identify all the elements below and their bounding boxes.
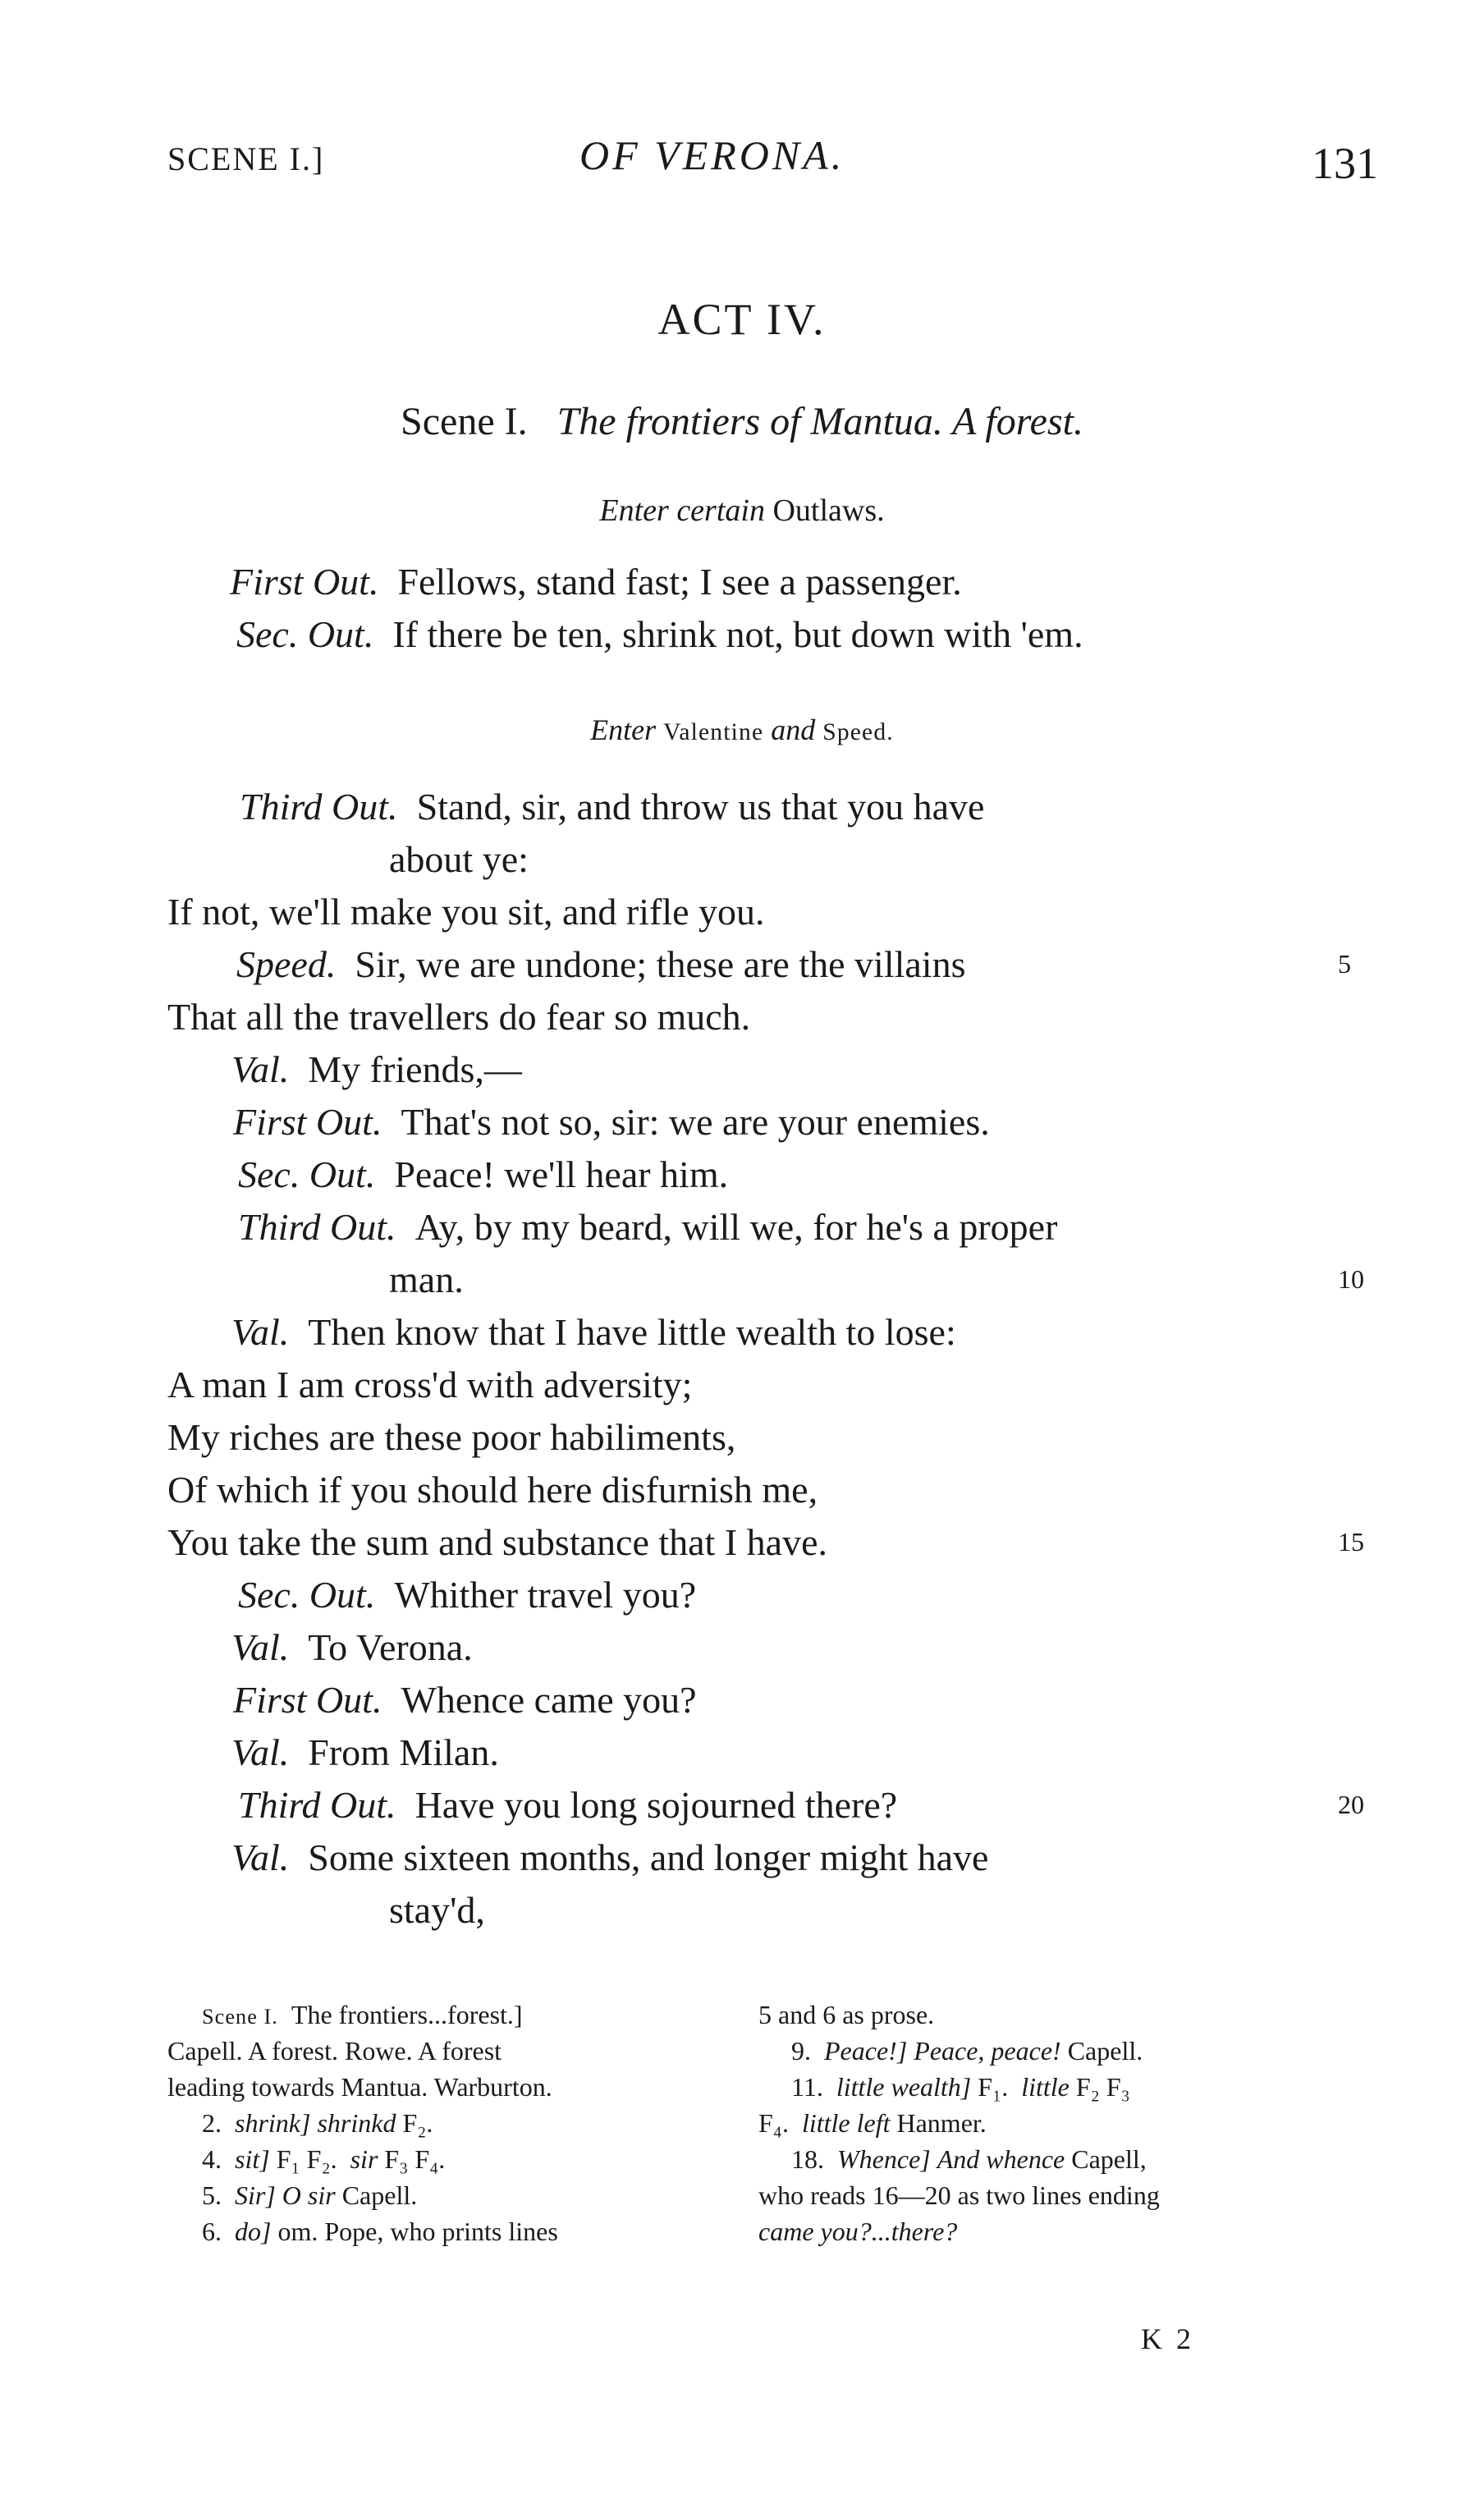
line-text: Whither travel you?	[394, 1574, 697, 1616]
line-text: That's not so, sir: we are your enemies.	[401, 1101, 990, 1143]
fn-text: sir	[350, 2144, 378, 2174]
page-number: 131	[1312, 139, 1378, 188]
footnote-line	[791, 2072, 1130, 2102]
dialogue-line	[167, 1520, 827, 1564]
fn-text: The frontiers...forest.]	[291, 2000, 523, 2029]
line-text: Ay, by my beard, will we, for he's a proper	[415, 1206, 1058, 1248]
footnote-line	[758, 2180, 1160, 2211]
fn-lemma: little wealth]	[836, 2072, 972, 2102]
dialogue-line	[240, 785, 984, 828]
fn-text: Hanmer.	[896, 2108, 987, 2138]
line-text: To Verona.	[308, 1626, 473, 1668]
footnote-line	[167, 2072, 552, 2102]
fn-num: 2.	[202, 2108, 222, 2138]
fn-lemma: sit]	[235, 2144, 270, 2174]
speaker: Val.	[231, 1626, 290, 1668]
line-text: Then know that I have little wealth to lose:	[308, 1311, 956, 1353]
footnote-line	[758, 2217, 957, 2247]
line-text: My friends,—	[308, 1048, 522, 1090]
fn-text: Capell.	[341, 2180, 418, 2210]
fn-lemma: came you?...there?	[758, 2217, 958, 2246]
sd-and: and	[771, 713, 816, 746]
scene-heading	[0, 399, 1484, 444]
line-text: Have you long sojourned there?	[415, 1784, 898, 1826]
fn-text: O sir	[282, 2180, 336, 2210]
fn-text: F₂ F₃	[1075, 2072, 1130, 2102]
line-number: 20	[1338, 1790, 1364, 1819]
footnote-line	[791, 2144, 1147, 2175]
fn-lemma: Whence]	[837, 2144, 931, 2174]
dialogue-line	[167, 995, 750, 1039]
speaker: Speed.	[236, 943, 337, 985]
fn-text: 5 and 6 as prose.	[758, 2000, 935, 2029]
sd-enter: Enter	[590, 713, 657, 746]
dialogue-line	[167, 1468, 818, 1511]
fn-lemma: little left	[801, 2108, 891, 2138]
line-number: 5	[1338, 949, 1351, 979]
line-text: If there be ten, shrink not, but down with 'em.	[392, 613, 1083, 655]
dialogue-line	[233, 1100, 990, 1144]
running-scene-ref: SCENE I.]	[167, 140, 325, 177]
dialogue-line	[231, 1731, 499, 1774]
fn-text: shrinkd	[317, 2108, 396, 2138]
speaker: Sec. Out.	[236, 613, 374, 655]
act-heading: ACT IV.	[657, 295, 827, 344]
dialogue-line	[389, 837, 529, 881]
footnote-line	[202, 2144, 445, 2175]
line-text: Whence came you?	[401, 1679, 697, 1721]
line-text: stay'd,	[389, 1889, 485, 1931]
line-text: about ye:	[389, 838, 529, 880]
footnote-line	[202, 2180, 417, 2211]
sd-who: Valentine	[663, 719, 764, 745]
dialogue-line	[389, 1258, 464, 1301]
fn-num: 11.	[791, 2072, 823, 2102]
fn-text: who reads 16—20 as two lines ending	[758, 2180, 1160, 2210]
dialogue-line	[231, 1310, 956, 1354]
dialogue-line	[238, 1783, 897, 1827]
fn-text: Capell.	[1067, 2036, 1143, 2066]
fn-text: F₄.	[758, 2108, 789, 2138]
speaker: Third Out.	[238, 1784, 396, 1826]
fn-text: And whence	[937, 2144, 1065, 2174]
fn-num: 9.	[791, 2036, 811, 2066]
fn-lemma: Sir]	[235, 2180, 276, 2210]
sd-who: Outlaws.	[772, 493, 885, 528]
fn-text: Capell,	[1071, 2144, 1147, 2174]
line-text: Peace! we'll hear him.	[394, 1153, 729, 1195]
speaker: Sec. Out.	[238, 1574, 376, 1616]
dialogue-line	[236, 942, 965, 986]
dialogue-line	[233, 1678, 697, 1722]
speaker: Third Out.	[238, 1206, 396, 1248]
stage-direction-valentine	[0, 713, 1484, 747]
dialogue-line	[238, 1205, 1057, 1249]
dialogue-line	[389, 1888, 485, 1932]
line-text: From Milan.	[308, 1731, 499, 1773]
line-text: Fellows, stand fast; I see a passenger.	[397, 561, 962, 603]
dialogue-line	[238, 1573, 696, 1616]
dialogue-line	[238, 1153, 728, 1196]
line-number: 15	[1338, 1527, 1364, 1557]
speaker: Val.	[231, 1311, 290, 1353]
speaker: First Out.	[230, 561, 379, 603]
speaker: First Out.	[233, 1101, 382, 1143]
line-text: Of which if you should here disfurnish me,	[167, 1469, 818, 1511]
footnote-line	[758, 2000, 934, 2030]
dialogue-line	[231, 1836, 988, 1879]
line-text: man.	[389, 1259, 464, 1300]
fn-num: 5.	[202, 2180, 222, 2210]
line-text: A man I am cross'd with adversity;	[167, 1364, 693, 1405]
line-text: That all the travellers do fear so much.	[167, 996, 751, 1038]
footnote-line	[758, 2108, 987, 2139]
fn-text: leading towards Mantua. Warburton.	[167, 2072, 552, 2102]
speaker: Val.	[231, 1048, 290, 1090]
fn-text: Capell. A forest. Rowe. A forest	[167, 2036, 502, 2066]
stage-direction-outlaws	[0, 493, 1484, 529]
footnote-line	[202, 2217, 558, 2247]
line-text: My riches are these poor habiliments,	[167, 1416, 736, 1458]
footnote-line	[202, 2108, 433, 2139]
dialogue-line	[167, 890, 765, 933]
fn-num: 18.	[791, 2144, 824, 2174]
running-title: OF VERONA.	[579, 132, 845, 178]
speaker: Val.	[231, 1731, 290, 1773]
dialogue-line	[167, 1415, 735, 1459]
speaker: Val.	[231, 1836, 290, 1878]
dialogue-line	[231, 1625, 473, 1669]
fn-text: F₁ F₂.	[276, 2144, 337, 2174]
footnote-line	[202, 2000, 523, 2030]
fn-num: 4.	[202, 2144, 222, 2174]
fn-num: 6.	[202, 2217, 222, 2246]
sd-enter: Enter certain	[599, 493, 765, 528]
signature-mark: K 2	[1141, 2322, 1194, 2355]
line-text: If not, we'll make you sit, and rifle you.	[167, 891, 765, 933]
fn-text: little	[1021, 2072, 1069, 2102]
fn-text: Scene I.	[202, 2005, 278, 2029]
line-number: 10	[1338, 1264, 1364, 1294]
fn-lemma: do]	[235, 2217, 272, 2246]
sd-who: Speed.	[822, 719, 894, 745]
fn-lemma: Peace!]	[824, 2036, 908, 2066]
dialogue-line	[231, 1048, 522, 1091]
fn-text: Peace, peace!	[914, 2036, 1061, 2066]
dialogue-line	[236, 612, 1083, 656]
scene-label: Scene I.	[401, 400, 528, 443]
footnote-line	[791, 2036, 1143, 2066]
fn-text: om. Pope, who prints lines	[277, 2217, 558, 2246]
line-text: You take the sum and substance that I have.	[167, 1521, 827, 1563]
speaker: First Out.	[233, 1679, 382, 1721]
scene-setting: The frontiers of Mantua. A forest.	[556, 400, 1083, 443]
dialogue-line	[167, 1363, 692, 1406]
dialogue-line	[230, 560, 962, 603]
fn-lemma: shrink]	[235, 2108, 311, 2138]
line-text: Stand, sir, and throw us that you have	[416, 786, 985, 828]
footnote-line	[167, 2036, 502, 2066]
line-text: Sir, we are undone; these are the villains	[355, 943, 966, 985]
line-text: Some sixteen months, and longer might have	[308, 1836, 989, 1878]
speaker: Third Out.	[240, 786, 398, 828]
fn-text: F₃ F₄.	[384, 2144, 446, 2174]
fn-text: F₁.	[978, 2072, 1009, 2102]
speaker: Sec. Out.	[238, 1153, 376, 1195]
fn-text: F₂.	[402, 2108, 433, 2138]
